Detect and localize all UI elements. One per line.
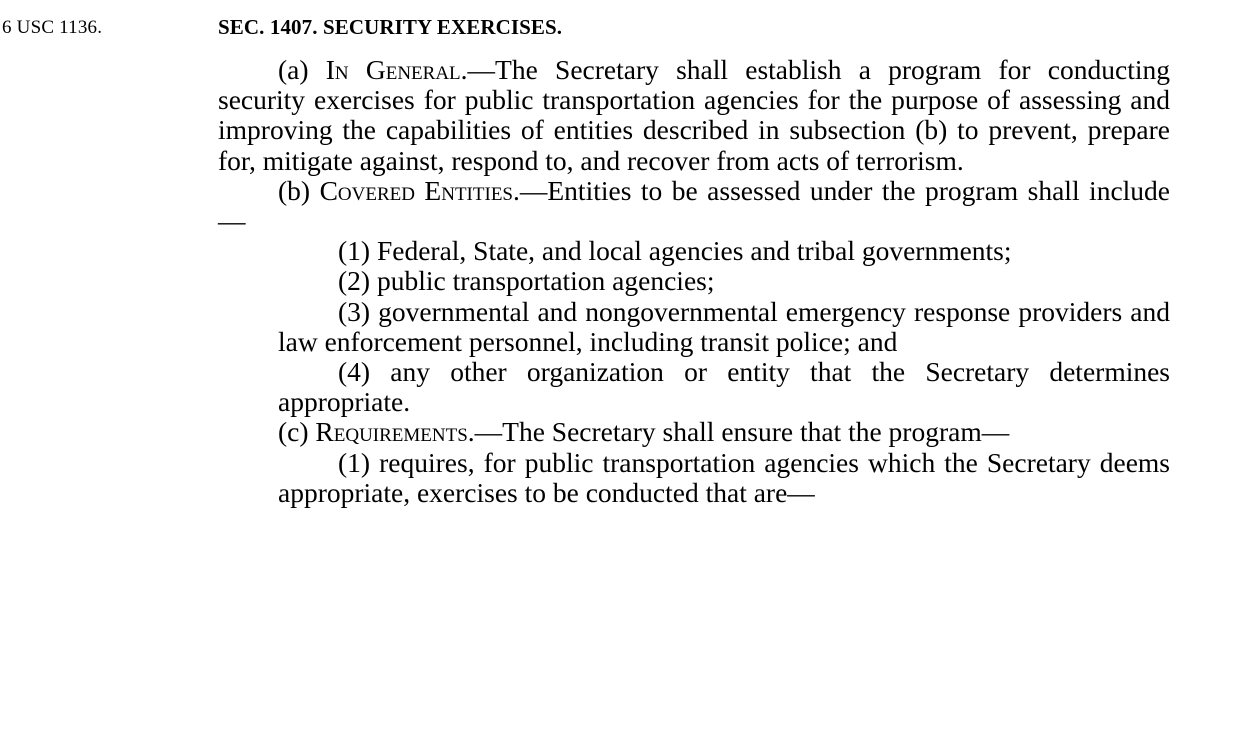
paragraph-b-3-text: governmental and nongovernmental emergency response providers and law enforcement personnel, including transit police; and <box>278 295 1170 357</box>
paragraph-b-1-label: (1) <box>338 235 371 267</box>
subsection-a: (a) In General.—The Secretary shall establish a program for conducting security exercises for public transportation agencies for the purpose of assessing and improving the capabilities of entities described in subsection (b) to prevent, prepare for, mitigate against, respond to, and recover from acts of terrorism. <box>218 54 1171 176</box>
paragraph-b-1 <box>278 236 1170 266</box>
subsection-a-text: The Secretary shall establish a program for conducting security exercises for public transportation agencies for the purpose of assessing and improving the capabilities of entities described in subsection (b) to prevent, prepare for, mitigate against, respond to, and recover from acts of terrorism. <box>218 54 1171 176</box>
paragraph-b-3 <box>278 297 1170 357</box>
subsection-c-label: (c) <box>278 416 309 448</box>
subsection-b: (b) Covered Entities.—Entities to be assessed under the program shall include— <box>218 174 1171 237</box>
paragraph-b-1-text: Federal, State, and local agencies and tribal governments; <box>376 235 1012 267</box>
section-body <box>218 55 1170 508</box>
subsection-b-text: Entities to be assessed under the program shall include— <box>218 174 1171 237</box>
subsection-c-text: The Secretary shall ensure that the program— <box>502 416 1010 448</box>
paragraph-b-4-label: (4) <box>338 356 371 388</box>
subsection-c: (c) Requirements.—The Secretary shall ensure that the program— <box>278 416 1010 448</box>
paragraph-b-4-text: any other organization or entity that the Secretary determines appropriate. <box>278 356 1171 418</box>
subsection-b-heading: Covered Entities <box>319 174 513 206</box>
paragraph-b-3-label: (3) <box>338 295 371 327</box>
paragraph-b-2 <box>278 266 1170 296</box>
subsection-b-label: (b) <box>278 174 311 206</box>
paragraph-c-1-label: (1) <box>338 446 371 478</box>
paragraph-c-1-text: requires, for public transportation agencies which the Secretary deems appropriate, exercises to be conducted that are— <box>278 446 1170 508</box>
subsection-c-heading: Requirements <box>315 416 468 448</box>
section-heading: SEC. 1407. SECURITY EXERCISES. <box>218 15 563 39</box>
paragraph-b-4 <box>278 357 1170 417</box>
subsection-a-label: (a) <box>278 54 309 85</box>
paragraph-b-2-text: public transportation agencies; <box>376 265 715 297</box>
usc-margin-citation: 6 USC 1136. <box>2 17 103 38</box>
subsection-a-heading: In General <box>325 54 461 85</box>
paragraph-b-2-label: (2) <box>338 265 371 297</box>
paragraph-c-1 <box>278 448 1170 508</box>
